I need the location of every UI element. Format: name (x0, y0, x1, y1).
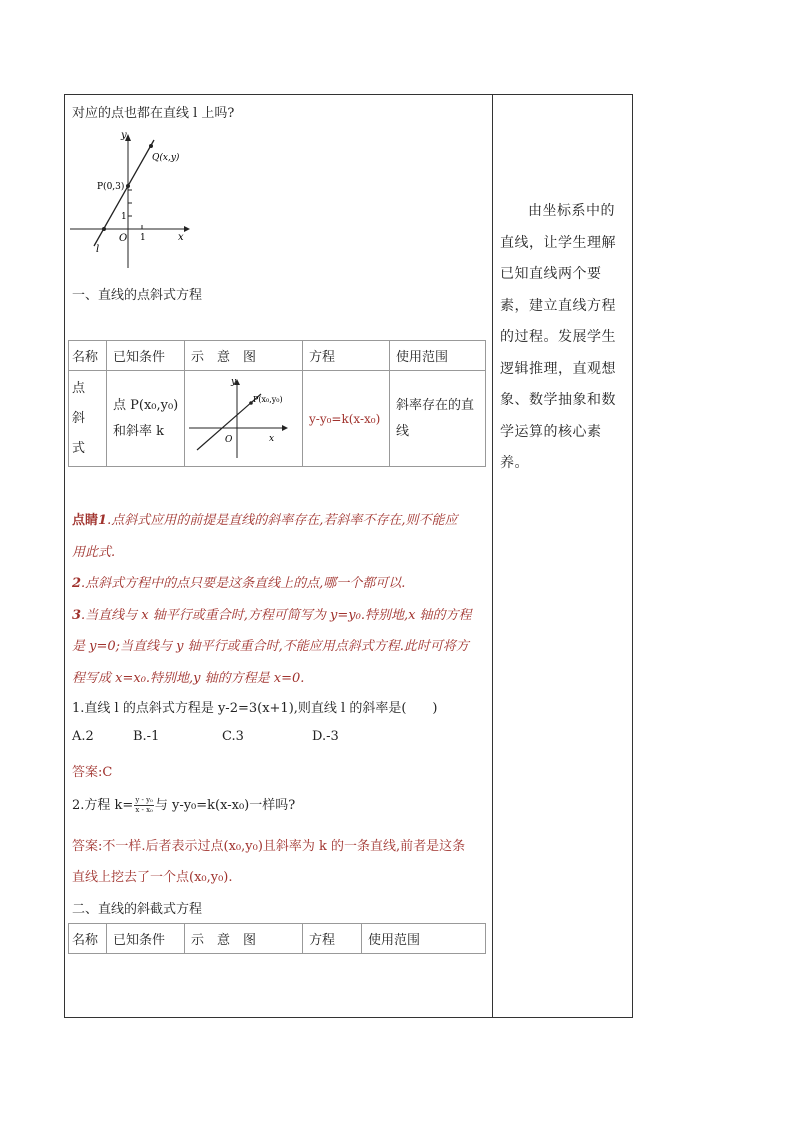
graph-x-label: x (178, 232, 184, 243)
section1-title: 一、直线的点斜式方程 (72, 288, 203, 303)
table1-cell-scope (390, 371, 486, 467)
q2-suffix: 与 y-y₀=k(x-x₀)一样吗? (154, 798, 296, 813)
q1-answer: 答案:C (72, 765, 113, 780)
q2-answer-line2: 直线上挖去了一个点(x₀,y₀). (72, 870, 233, 885)
table1-header-scope: 使用范围 (390, 341, 486, 371)
point-p (126, 184, 130, 188)
table1-data-row (69, 371, 486, 467)
table1-header-equation: 方程 (303, 341, 390, 371)
table1-header-condition: 已知条件 (107, 341, 185, 371)
note1-line2: 用此式. (72, 544, 116, 560)
diagram-x-arrow (282, 425, 288, 431)
q2-frac-num: y - y₀ (135, 796, 153, 804)
point-slope-diagram (185, 372, 295, 462)
graph-line-label: l (96, 244, 100, 255)
scope-line2: 线 (396, 423, 410, 439)
diagram-origin-label: O (225, 434, 233, 445)
table2-header-row (69, 924, 486, 954)
diagram-y-label: y (231, 376, 237, 387)
point-x-intercept (102, 227, 106, 231)
note1-text1: .点斜式应用的前提是直线的斜率存在,若斜率不存在,则不能应 (107, 513, 458, 528)
note1-line1 (72, 505, 488, 537)
q2-answer-line1: 答案:不一样.后者表示过点(x₀,y₀)且斜率为 k 的一条直线,前者是这条 (72, 839, 466, 854)
table1-cell-name (69, 371, 107, 467)
q1-option-b: B.-1 (133, 729, 160, 744)
note3-text1: .当直线与 x 轴平行或重合时,方程可简写为 y=y₀.特别地,x 轴的方程 (81, 607, 472, 623)
q1-option-d: D.-3 (312, 729, 339, 744)
key-notes (72, 505, 488, 694)
table1-cell-diagram (185, 371, 303, 467)
condition-line1: 点 P(x₀,y₀) (113, 397, 179, 413)
graph-point-q-label: Q(x,y) (152, 153, 180, 163)
q1-option-a: A.2 (72, 729, 94, 744)
table1-header-diagram: 示 意 图 (185, 341, 303, 371)
name-char-2: 斜 (72, 410, 86, 426)
note3-num: 3 (72, 607, 82, 623)
table2-header-name: 名称 (69, 924, 107, 954)
q2-prefix: 2.方程 k= (72, 798, 134, 813)
name-char-3: 式 (72, 440, 86, 456)
q2-fraction (134, 796, 154, 815)
column-divider (492, 94, 493, 1018)
table1-header-name: 名称 (69, 341, 107, 371)
graph-tick-y: 1 (121, 212, 127, 222)
slope-intercept-table (68, 923, 486, 954)
section2-title: 二、直线的斜截式方程 (72, 902, 203, 917)
note2-text: .点斜式方程中的点只要是这条直线上的点,哪一个都可以. (81, 576, 406, 591)
line-graph (66, 128, 196, 273)
table2-header-diagram: 示 意 图 (185, 924, 303, 954)
table1-header-row (69, 341, 486, 371)
scope-line1: 斜率存在的直 (396, 397, 475, 413)
note2 (72, 568, 488, 600)
table1-cell-condition (107, 371, 185, 467)
graph-point-p-label: P(0,3) (97, 182, 125, 192)
point-q (149, 144, 153, 148)
intro-question: 对应的点也都在直线 l 上吗? (72, 106, 235, 121)
table1-cell-equation: y-y₀=k(x-x₀) (303, 371, 390, 467)
diagram-point-label: P(x₀,y₀) (253, 394, 283, 404)
table2-header-condition: 已知条件 (107, 924, 185, 954)
note3-line1 (72, 600, 488, 632)
note2-num: 2 (72, 576, 82, 591)
table2-header-scope: 使用范围 (362, 924, 486, 954)
point-slope-table (68, 340, 486, 467)
teaching-intent-note: 由坐标系中的直线，让学生理解已知直线两个要素，建立直线方程的过程。发展学生逻辑推理，直观想象、数学抽象和数学运算的核心素养。 (500, 203, 616, 471)
note3-line2: 是 y=0;当直线与 y 轴平行或重合时,不能应用点斜式方程.此时可将方 (72, 639, 469, 654)
condition-line2: 和斜率 k (113, 423, 165, 439)
graph-tick-x: 1 (140, 233, 146, 243)
graph-origin-label: O (119, 233, 128, 244)
diagram-x-label: x (269, 433, 275, 444)
note1-prefix: 点睛 (72, 513, 99, 528)
question2-text (72, 794, 295, 815)
name-char-1: 点 (72, 380, 86, 396)
note1-num: 1 (98, 513, 108, 528)
q1-option-c: C.3 (222, 729, 244, 744)
graph-y-label: y (121, 130, 127, 141)
table2-header-equation: 方程 (303, 924, 362, 954)
note3-line3: 程写成 x=x₀.特别地,y 轴的方程是 x=0. (72, 670, 305, 686)
q2-frac-den: x - x₀ (135, 806, 153, 814)
question1-text: 1.直线 l 的点斜式方程是 y-2=3(x+1),则直线 l 的斜率是( ) (72, 701, 438, 716)
x-axis-arrow (184, 226, 190, 232)
